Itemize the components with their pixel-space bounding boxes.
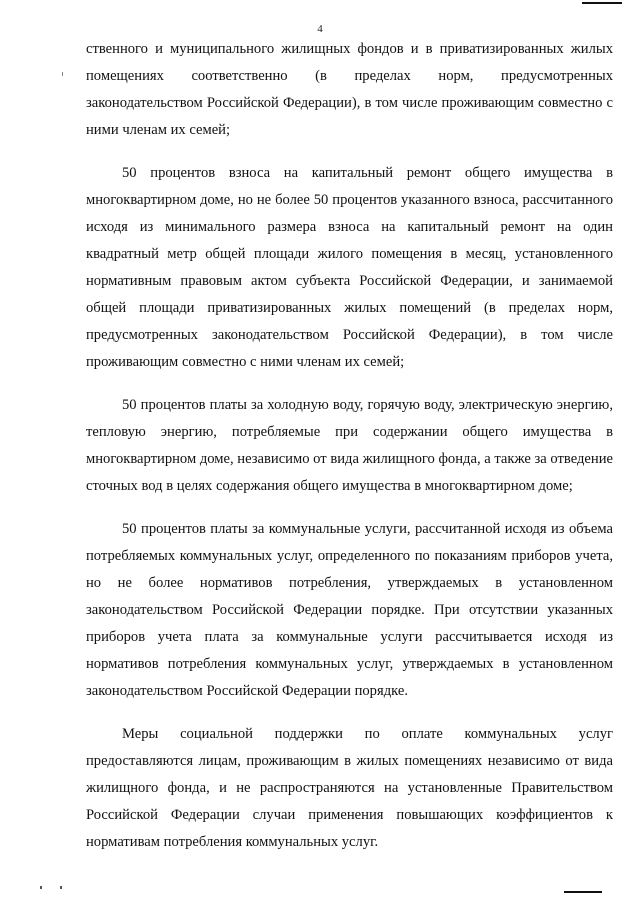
- document-body: [86, 36, 613, 872]
- paragraph-5: Меры социальной поддержки по оплате коммунальных услуг предоставляются лицам, проживающим в жилых помещениях независимо от вида жилищного фонда, и не распространяются на установленные Правительством Российской Федерации случаи применения повышающих коэффициентов к нормативам потребления коммунальных услуг.: [86, 726, 613, 850]
- paragraph-3: 50 процентов платы за холодную воду, горячую воду, электрическую энергию, тепловую энергию, потребляемые при содержании общего имущества в многоквартирном доме, независимо от вида жилищного фонда, а также за отведение сточных вод в целях содержания общего имущества в многоквартирном доме;: [86, 397, 613, 494]
- scan-speck: [62, 72, 63, 76]
- scan-speck: [40, 886, 42, 889]
- page-number: 4: [317, 23, 323, 35]
- scan-mark-bottom: [564, 891, 602, 893]
- paragraph-2: 50 процентов взноса на капитальный ремонт общего имущества в многоквартирном доме, но не более 50 процентов указанного взноса, рассчитанного исходя из минимального размера взноса на капитальный ремонт на один квадратный метр общей площади жилого помещения в месяц, установленного нормативным правовым актом субъекта Российской Федерации, и занимаемой общей площади приватизированных жилых помещений (в пределах норм, предусмотренных законодательством Российской Федерации), в том числе проживающим совместно с ними членам их семей;: [86, 165, 613, 370]
- paragraph-1: ственного и муниципального жилищных фондов и в приватизированных жилых помещениях соответственно (в пределах норм, предусмотренных законодательством Российской Федерации), в том числе проживающим совместно с ними членам их семей;: [86, 41, 613, 138]
- scan-speck: [60, 886, 62, 889]
- paragraph-4: 50 процентов платы за коммунальные услуги, рассчитанной исходя из объема потребляемых коммунальных услуг, определенного по показаниям приборов учета, но не более нормативов потребления, утверждаемых в установленном законодательством Российской Федерации порядке. При отсутствии указанных приборов учета плата за коммунальные услуги рассчитывается исходя из нормативов потребления коммунальных услуг, утверждаемых в установленном законодательством Российской Федерации порядке.: [86, 521, 613, 699]
- scan-mark-top: [582, 2, 622, 4]
